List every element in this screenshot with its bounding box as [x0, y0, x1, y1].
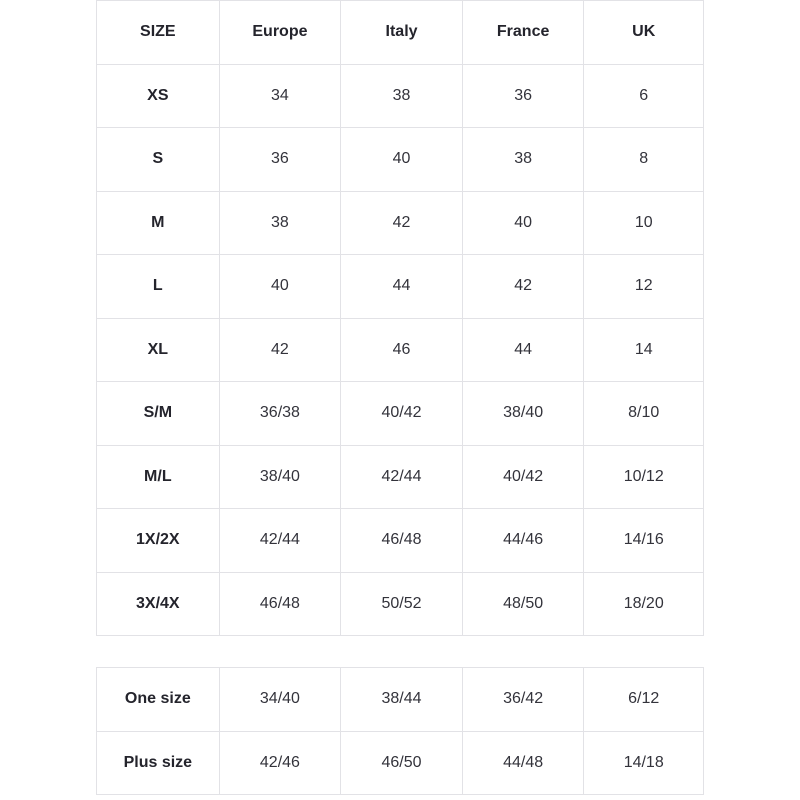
table-row	[97, 572, 704, 636]
table-row	[97, 445, 704, 509]
cell-italy: 38/44	[341, 668, 463, 732]
row-label: 3X/4X	[97, 572, 220, 636]
table-row	[97, 668, 704, 732]
row-label: One size	[97, 668, 220, 732]
table-row	[97, 64, 704, 128]
cell-uk: 18/20	[584, 572, 704, 636]
row-label: XL	[97, 318, 220, 382]
cell-italy: 40/42	[341, 382, 463, 446]
cell-italy: 42	[341, 191, 463, 255]
cell-france: 44	[462, 318, 584, 382]
cell-italy: 46/50	[341, 731, 463, 795]
cell-europe: 42	[219, 318, 341, 382]
cell-uk: 14/18	[584, 731, 704, 795]
cell-europe: 38	[219, 191, 341, 255]
column-header-france: France	[462, 1, 584, 65]
cell-france: 40/42	[462, 445, 584, 509]
cell-uk: 14	[584, 318, 704, 382]
table-row	[97, 191, 704, 255]
cell-italy: 46/48	[341, 509, 463, 573]
cell-italy: 44	[341, 255, 463, 319]
one-size-plus-size-table	[96, 667, 704, 795]
cell-italy: 46	[341, 318, 463, 382]
cell-europe: 42/46	[219, 731, 341, 795]
row-label: M/L	[97, 445, 220, 509]
cell-france: 44/46	[462, 509, 584, 573]
column-header-size: SIZE	[97, 1, 220, 65]
row-label: XS	[97, 64, 220, 128]
cell-italy: 50/52	[341, 572, 463, 636]
cell-europe: 42/44	[219, 509, 341, 573]
table-header-row	[97, 1, 704, 65]
cell-uk: 10/12	[584, 445, 704, 509]
column-header-italy: Italy	[341, 1, 463, 65]
cell-italy: 40	[341, 128, 463, 192]
column-header-uk: UK	[584, 1, 704, 65]
cell-europe: 34/40	[219, 668, 341, 732]
table-row	[97, 318, 704, 382]
column-header-europe: Europe	[219, 1, 341, 65]
cell-europe: 36	[219, 128, 341, 192]
row-label: Plus size	[97, 731, 220, 795]
cell-uk: 6/12	[584, 668, 704, 732]
cell-europe: 34	[219, 64, 341, 128]
cell-france: 44/48	[462, 731, 584, 795]
cell-france: 36	[462, 64, 584, 128]
table-row	[97, 128, 704, 192]
table-spacer	[96, 636, 704, 667]
cell-uk: 14/16	[584, 509, 704, 573]
cell-france: 38/40	[462, 382, 584, 446]
table-row	[97, 509, 704, 573]
row-label: 1X/2X	[97, 509, 220, 573]
cell-france: 38	[462, 128, 584, 192]
size-conversion-table	[96, 0, 704, 636]
cell-france: 48/50	[462, 572, 584, 636]
cell-france: 36/42	[462, 668, 584, 732]
cell-uk: 10	[584, 191, 704, 255]
cell-uk: 8/10	[584, 382, 704, 446]
cell-france: 42	[462, 255, 584, 319]
cell-uk: 8	[584, 128, 704, 192]
table-row	[97, 255, 704, 319]
cell-europe: 40	[219, 255, 341, 319]
row-label: L	[97, 255, 220, 319]
row-label: S/M	[97, 382, 220, 446]
cell-italy: 38	[341, 64, 463, 128]
table-row	[97, 382, 704, 446]
cell-europe: 38/40	[219, 445, 341, 509]
table-row	[97, 731, 704, 795]
cell-uk: 12	[584, 255, 704, 319]
cell-europe: 46/48	[219, 572, 341, 636]
cell-italy: 42/44	[341, 445, 463, 509]
row-label: S	[97, 128, 220, 192]
cell-france: 40	[462, 191, 584, 255]
cell-uk: 6	[584, 64, 704, 128]
cell-europe: 36/38	[219, 382, 341, 446]
row-label: M	[97, 191, 220, 255]
